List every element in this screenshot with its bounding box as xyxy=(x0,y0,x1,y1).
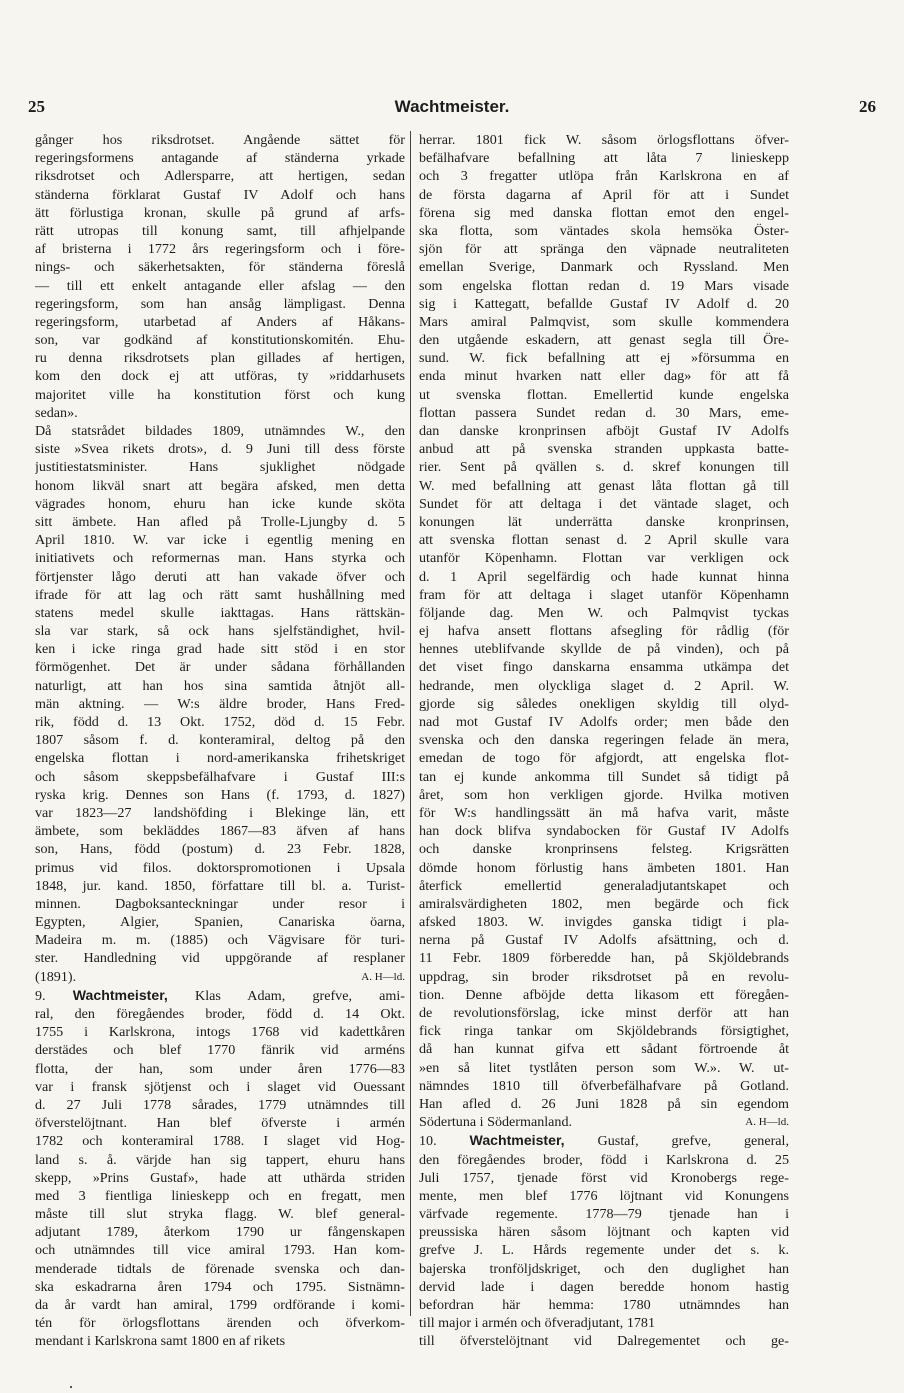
text-line: 11 Febr. 1809 förberedde han, på Skjöldebrands xyxy=(419,950,789,967)
entry-heading-line: 10. Wachtmeister, Gustaf, grefve, general, xyxy=(419,1132,789,1150)
text-line: land s. å. värjde han sig tappert, ehuru hans xyxy=(35,1151,405,1168)
text-line: skepp, »Prins Gustaf», hade att uthärda striden xyxy=(35,1169,405,1186)
author-signature: A. H—ld. xyxy=(745,1116,789,1129)
text-line: som engelska flottan redan d. 19 Mars visade xyxy=(419,277,789,294)
text-line: var i fransk sjötjenst och i slaget vid Ouessant xyxy=(35,1078,405,1095)
text-line: återfick emellertid generaladjutantskapet och xyxy=(419,877,789,894)
text-line: till öfverstelöjtnant vid Dalregementet och ge- xyxy=(419,1333,789,1350)
text-line: ifrade för att lag och rätt samt hushållning med xyxy=(35,586,405,603)
text-line: den föregåendes broder, född i Karlskrona d. 25 xyxy=(419,1151,789,1168)
text-line: d. 1 April segelfärdig och hade kunnat hinna xyxy=(419,568,789,585)
text-line: och 3 fregatter utlöpa från Karlskrona en af xyxy=(419,168,789,185)
text-line: ryska krig. Dennes son Hans (f. 1793, d. 1827) xyxy=(35,786,405,803)
text-line: gånger hos riksdrotset. Angående sättet för xyxy=(35,132,405,148)
text-line: befordran här hemma: 1780 utnämndes han xyxy=(419,1297,789,1313)
text-line: Då statsrådet bildades 1809, utnämndes W., den xyxy=(35,423,405,439)
text-line: siste »Svea rikets drots», d. 9 Juni till dess förste xyxy=(35,441,405,458)
text-line: »en så litet tystlåten person som W.». W. ut- xyxy=(419,1059,789,1076)
text-line: Madeira m. m. (1885) och Vägvisare för turi- xyxy=(35,932,405,949)
text-line: April 1810. W. var icke i egentlig mening en xyxy=(35,532,405,549)
text-line: 1782 och konteramiral 1788. I slaget vid Hog- xyxy=(35,1133,405,1150)
text-line: konungen lät underrätta danske kronprinsen, xyxy=(419,513,789,530)
text-line: son, Hans, född (postum) d. 23 Febr. 1828, xyxy=(35,841,405,858)
text-line: anbud att på svenska stranden uppkasta batte- xyxy=(419,441,789,458)
text-line: och utnämndes till vice amiral 1793. Han kom- xyxy=(35,1242,405,1259)
text-line: nerna på Gustaf IV Adolfs afsättning, och d. xyxy=(419,932,789,949)
text-line: fick ringa tankar om Skjöldebrands försigtighet, xyxy=(419,1023,789,1040)
text-line: adjutant 1789, återkom 1790 ur fångenskapen xyxy=(35,1224,405,1241)
text-line: minnen. Dagboksanteckningar under resor i xyxy=(35,895,405,912)
text-line: fram för att deltaga i slaget utanför Köpenhamn xyxy=(419,586,789,603)
text-line: öfverstelöjtnant. Han blef öfverste i armén xyxy=(35,1115,405,1132)
text-line: Södertuna i Södermanland. A. H—ld. xyxy=(419,1114,789,1131)
text-line: hedrande, men olyckliga slaget d. 2 April. W. xyxy=(419,677,789,694)
right-column xyxy=(419,131,789,1351)
text-line: hennes uteblifvande skyllde de på vinden), och på xyxy=(419,641,789,658)
text-line: statens medel skulle iakttagas. Hans rättskän- xyxy=(35,604,405,621)
text-line: W. med befallning att genast låta flottan gå till xyxy=(419,477,789,494)
text-line: de revolutionsförslag, icke minst derför att han xyxy=(419,1005,789,1021)
text-line: för W:s handlingssätt än må hafva varit, måste xyxy=(419,804,789,821)
text-line: ämbete, som bekläddes 1867—83 äfven af hans xyxy=(35,823,405,840)
entry-name: Wachtmeister, xyxy=(72,986,168,1003)
text-line: förmögenhet. Det är under sådana förhållanden xyxy=(35,659,405,676)
text-line: (1891). A. H—ld. xyxy=(35,968,405,985)
text-line: ständerna förklarat Gustaf IV Adolf och hans xyxy=(35,186,405,203)
text-line: justitiestatsminister. Hans sjuklighet nödgade xyxy=(35,459,405,476)
text-line: 1848, jur. kand. 1850, författare till bl. a. Turist- xyxy=(35,877,405,894)
text-line: rik, född d. 13 Okt. 1752, död d. 15 Febr. xyxy=(35,714,405,730)
text-line: dervid lade i dagen beredde honom hastig xyxy=(419,1278,789,1295)
text-line: ska flotta, som väntades skola hemsöka Öster- xyxy=(419,222,789,239)
text-line: tion. Denne afböjde detta likasom ett föregåen- xyxy=(419,986,789,1003)
text-line: 1807 såsom f. d. konteramiral, deltog på den xyxy=(35,732,405,749)
text-line: amiralsvärdigheten 1802, men begärde och fick xyxy=(419,895,789,912)
text-line: nämndes 1810 till öfverbefälhafvare på Gotland. xyxy=(419,1077,789,1094)
text-line: ätt förlustiga kronan, skulle på grund af arfs- xyxy=(35,204,405,221)
text-line: preussiska hären såsom löjtnant och kapten vid xyxy=(419,1224,789,1241)
text-line: sund. W. fick befallning att ej »försumma en xyxy=(419,350,789,367)
text-line: var 1823—27 landshöfding i Blekinge län, ett xyxy=(35,804,405,821)
text-line: måste till slut stryka flagg. W. blef general- xyxy=(35,1206,405,1223)
text-line: ken i icke ringa grad hade sitt stöd i en stor xyxy=(35,641,405,658)
text-line: han dock blifva syndabocken för Gustaf IV Adolfs xyxy=(419,823,789,840)
column-divider xyxy=(410,131,411,1316)
text-line: att svenska flottan senast d. 2 April skulle vara xyxy=(419,532,789,549)
text-line: flottan passera Sundet redan d. 30 Mars, eme- xyxy=(419,404,789,421)
text-line: gjorde sig således onekligen skyldig till olyd- xyxy=(419,695,789,712)
text-line: och såsom skeppsbefälhafvare i Gustaf III:s xyxy=(35,768,405,785)
page-number-right: 26 xyxy=(859,97,876,116)
text-line: engelska flottan i nord-amerikanska frihetskriget xyxy=(35,750,405,767)
text-line: tén för örlogsflottans ärenden och öfverkom- xyxy=(35,1315,405,1332)
text-line: utanför Köpenhamn. Flottan var verkligen ock xyxy=(419,550,789,567)
text-line: afsked 1803. W. invigdes ganska tidigt i pla- xyxy=(419,914,789,931)
text-line: det viset fingo danskarna ensamma utkämpa det xyxy=(419,659,789,676)
entry-name: Wachtmeister, xyxy=(469,1132,565,1149)
text-line: mente, men blef 1776 löjtnant vid Konungens xyxy=(419,1187,789,1204)
text-line: riksdrotset och Adlersparre, att hertigen, sedan xyxy=(35,168,405,185)
text-line: med 3 fientliga linieskepp och en fregatt, men xyxy=(35,1187,405,1204)
text-line: förtjenster lågo deruti att han vakade öfver och xyxy=(35,568,405,585)
text-line: året, som hon verkligen gjorde. Hvilka motiven xyxy=(419,786,789,803)
text-line: sig i Kattegatt, befallde Gustaf IV Adolf d. 20 xyxy=(419,295,789,312)
text-line: tan ej kunde ankomma till Sundet så tidigt på xyxy=(419,768,789,785)
text-line: regeringsformens antagande af ständerna yrkade xyxy=(35,150,405,167)
text-line: majoritet ville ha konstitution först och kung xyxy=(35,386,405,403)
text-line: nad mot Gustaf IV Adolfs order; men både den xyxy=(419,714,789,730)
text-line: den utgående eskadern, att genast segla till Öre- xyxy=(419,332,789,349)
text-line: ut svenska flottan. Emellertid kunde engelska xyxy=(419,386,789,403)
text-line: de första dagarna af April för att i Sundet xyxy=(419,186,789,203)
text-line: naturligt, att han hos sina samtida åtnjöt all- xyxy=(35,677,405,694)
text-line: initiativets och reformernas man. Hans styrka och xyxy=(35,550,405,567)
text-line: primus vid filos. doktorspromotionen i Upsala xyxy=(35,859,405,876)
page-header xyxy=(28,97,876,119)
text-line: regeringsform, som han ansåg lämpligast. Denna xyxy=(35,295,405,312)
text-line: Egypten, Algier, Spanien, Canariska öarna, xyxy=(35,914,405,931)
text-line: 1755 i Karlskrona, intogs 1768 vid kadettkåren xyxy=(35,1024,405,1041)
text-line: Han afled d. 26 Juni 1828 på sin egendom xyxy=(419,1095,789,1112)
text-line: kom den dock ej att utföras, ty »riddarhusets xyxy=(35,368,405,385)
text-line: Sundet för att deltaga i det väntade slaget, och xyxy=(419,495,789,512)
text-line: regeringsform, utarbetad af Anders af Håkans- xyxy=(35,313,405,330)
text-line: Juli 1757, tjenade först vid Kronobergs rege- xyxy=(419,1169,789,1186)
text-line: bajerska tronföljdskriget, och den duglighet han xyxy=(419,1260,789,1277)
left-column xyxy=(35,131,405,1351)
text-line: ej hafva ansett flottans afsegling för rådlig (för xyxy=(419,623,789,640)
text-line: Mars amiral Palmqvist, som skulle kommendera xyxy=(419,313,789,330)
text-line: ster. Handledning vid uppgörande af resplaner xyxy=(35,950,405,967)
text-line: och danske kronprinsens felsteg. Krigsrätten xyxy=(419,841,789,858)
text-line: sitt ämbete. Han afled på Trolle-Ljungby d. 5 xyxy=(35,513,405,530)
text-line: emellan Sverige, Danmark och Ryssland. Men xyxy=(419,259,789,276)
text-line: d. 27 Juli 1778 sårades, 1779 utnämndes till xyxy=(35,1096,405,1113)
text-line: uppdrag, sin broder riksdrotset på en revolu- xyxy=(419,968,789,985)
speck-mark xyxy=(70,1386,72,1388)
text-line: värfvade regemente. 1778—79 tjenade han i xyxy=(419,1206,789,1223)
text-line: dömde honom förlustig hans ämbeten 1801. Han xyxy=(419,859,789,876)
text-line: sedan». xyxy=(35,404,78,421)
text-line: af bristerna i 1772 års regeringsform och i före- xyxy=(35,241,405,258)
text-line: ral, den föregåendes broder, född d. 14 Okt. xyxy=(35,1006,405,1022)
text-line: enda minut hvarken natt eller dag» för att få xyxy=(419,368,789,385)
text-line: derstädes och blef 1770 fänrik vid arméns xyxy=(35,1042,405,1059)
text-line: män aktning. — W:s äldre broder, Hans Fred- xyxy=(35,695,405,712)
text-line: flotta, der han, som under åren 1776—83 xyxy=(35,1060,405,1077)
text-line: sla var stark, så ock hans sjelfständighet, hvil- xyxy=(35,623,405,640)
text-line: herrar. 1801 fick W. såsom örlogsflottans öfver- xyxy=(419,132,789,148)
text-line: honom likväl snart att begära afsked, men detta xyxy=(35,477,405,494)
text-line: befälhafvare befallning att låta 7 linieskepp xyxy=(419,150,789,167)
text-line: dan danske kronprinsen afböjt Gustaf IV Adolfs xyxy=(419,423,789,439)
text-line: nings- och säkerhetsakten, för ständerna föreslå xyxy=(35,259,405,276)
text-line: då han kunnat gifva ett sådant förtroende åt xyxy=(419,1041,789,1058)
text-line: svenska och den danska regeringen felade än mera, xyxy=(419,732,789,749)
entry-heading-line: 9. Wachtmeister, Klas Adam, grefve, ami- xyxy=(35,986,405,1004)
text-line: son, var godkänd af konstitutionskomitén. Ehu- xyxy=(35,332,405,349)
running-title: Wachtmeister. xyxy=(394,97,510,116)
text-line: mendant i Karlskrona samt 1800 en af rikets xyxy=(35,1333,286,1350)
text-line: till major i armén och öfveradjutant, 1781 xyxy=(419,1315,656,1332)
text-line: — till ett enkelt antagande eller afslag — den xyxy=(35,277,405,294)
text-line: rätt utropas till konung samt, till afhjelpande xyxy=(35,222,405,239)
text-line: emedan de togo för afgjordt, att engelska flot- xyxy=(419,750,789,767)
page-number-left: 25 xyxy=(28,97,45,116)
text-line: förena sig med danska flottan emot den engel- xyxy=(419,204,789,221)
text-line: följande dag. Men W. och Palmqvist tyckas xyxy=(419,604,789,621)
text-line: vägrades honom, ehuru han icke kunde sköta xyxy=(35,495,405,512)
text-line: rier. Sent på qvällen s. d. skref konungen till xyxy=(419,459,789,476)
text-line: sjön för att spränga den väpnade neutraliteten xyxy=(419,241,789,258)
text-line: da år vardt han amiral, 1799 ordförande i komi- xyxy=(35,1297,405,1313)
text-line: menderade tidtals de förenade svenska och dan- xyxy=(35,1260,405,1277)
text-line: grefve J. L. Hårds regemente under det s. k. xyxy=(419,1242,789,1259)
author-signature: A. H—ld. xyxy=(361,970,405,983)
text-line: ska eskadrarna åren 1794 och 1795. Sistnämn- xyxy=(35,1278,405,1295)
text-line: ru denna riksdrotsets plan gillades af hertigen, xyxy=(35,350,405,367)
